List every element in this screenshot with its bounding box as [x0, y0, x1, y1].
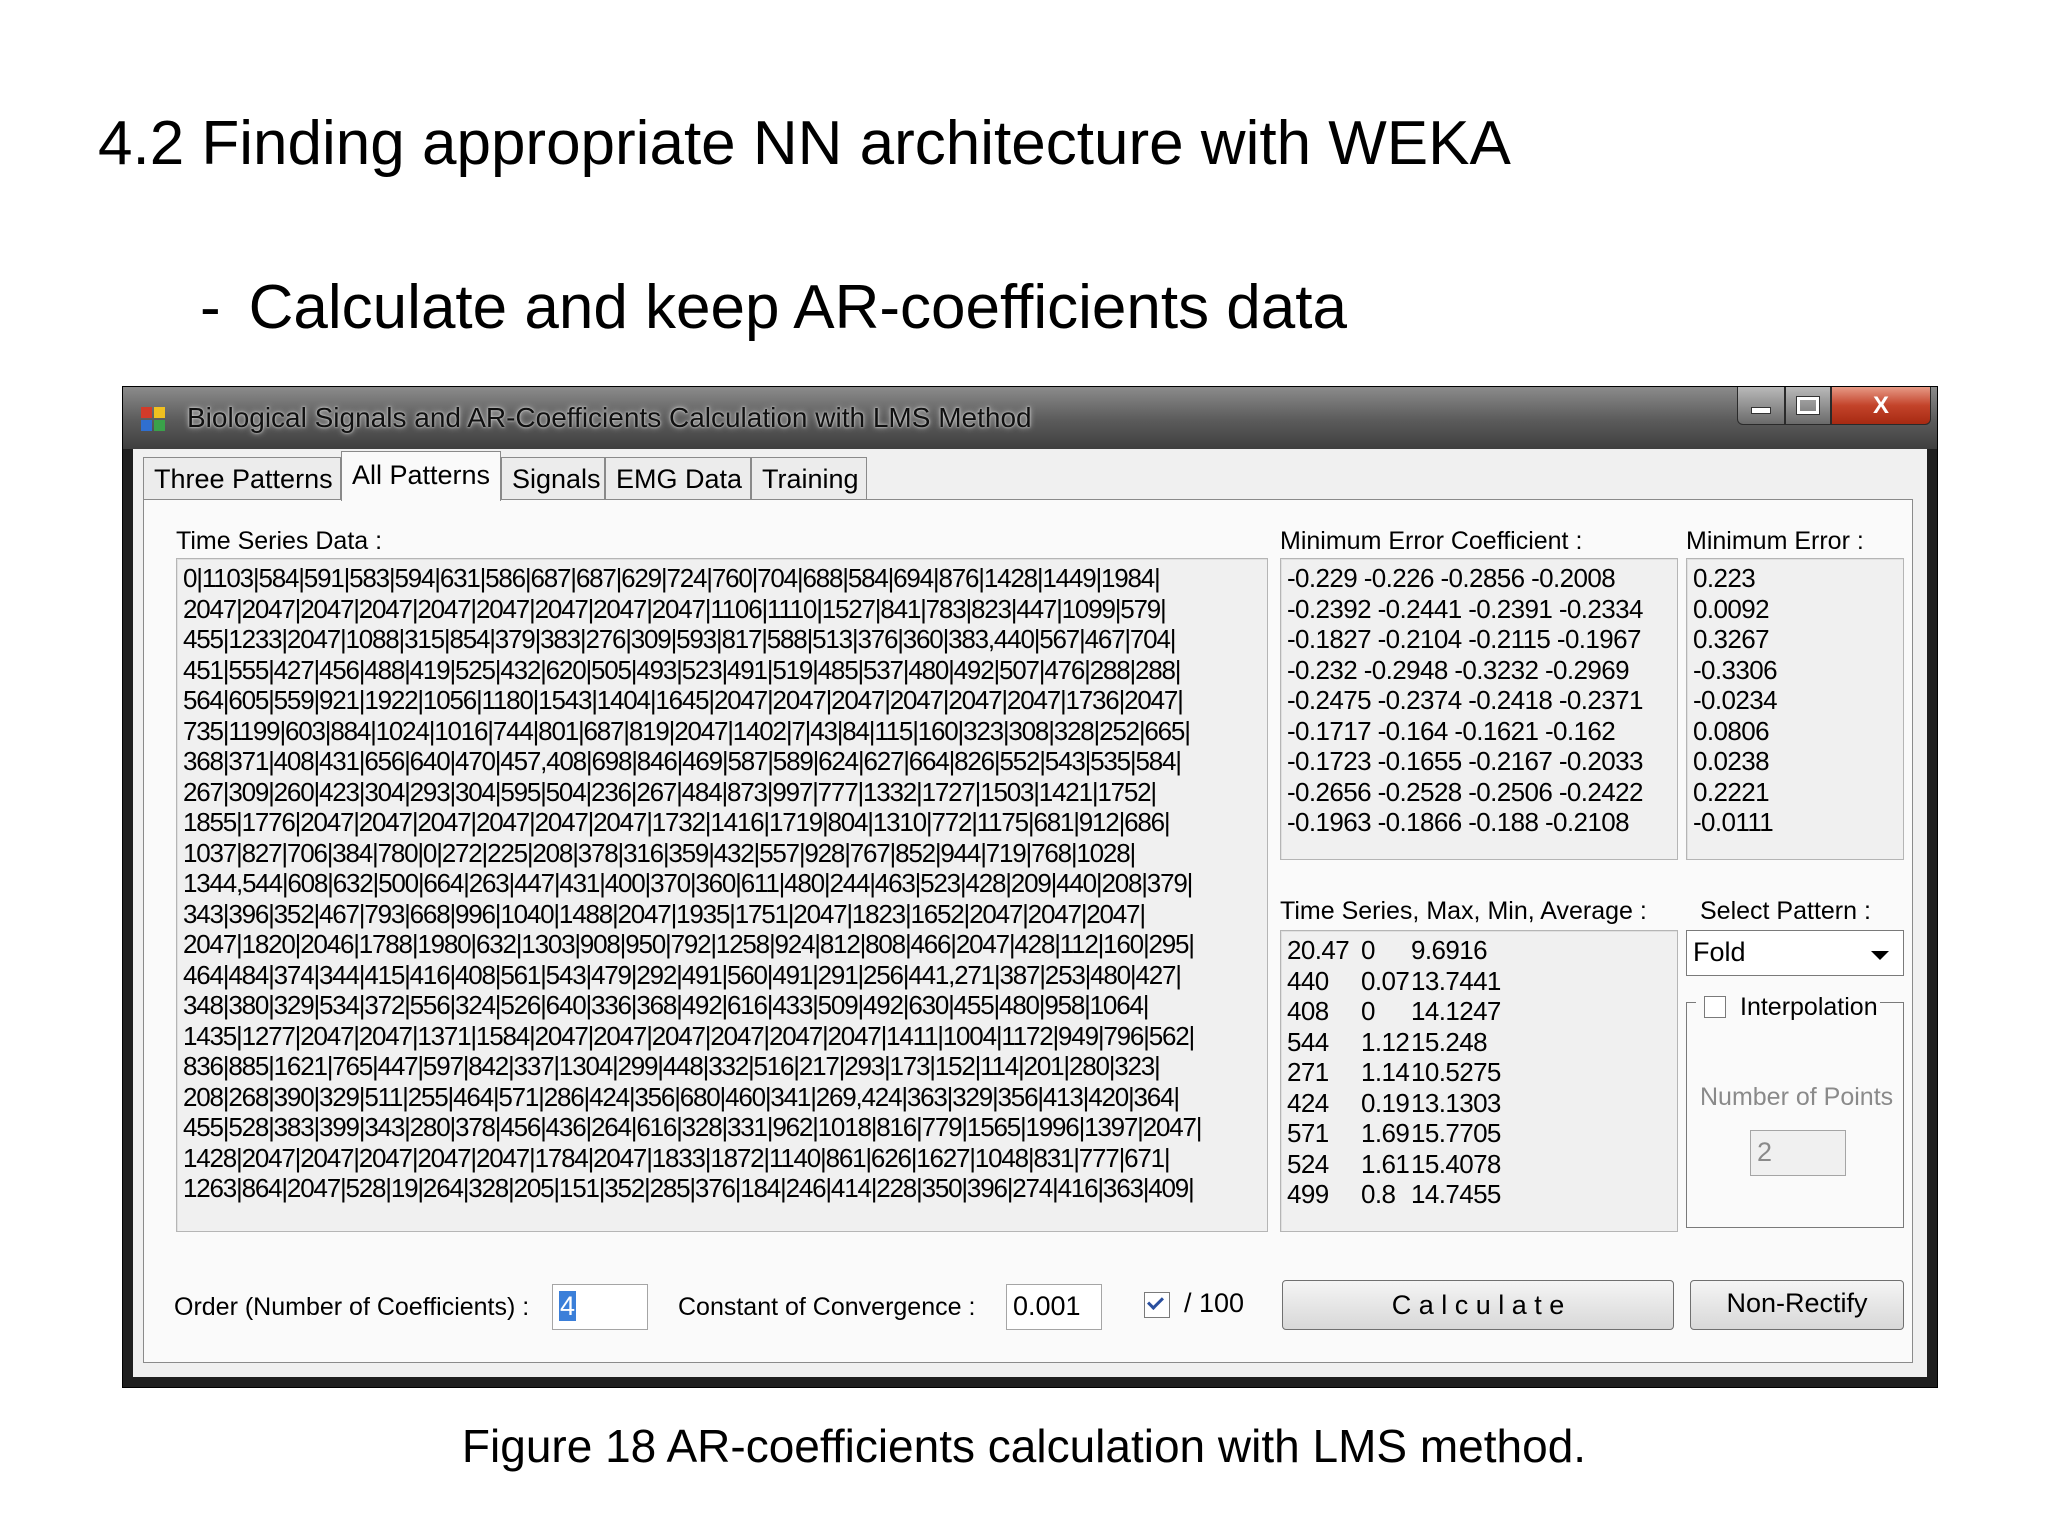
coefficient-line: -0.232 -0.2948 -0.3232 -0.2969	[1287, 654, 1629, 685]
stats-min: 0.8	[1361, 1179, 1396, 1209]
interpolation-group	[1686, 1002, 1904, 1228]
stats-row	[1287, 935, 1671, 966]
time-series-line: 735|1199|603|884|1024|1016|744|801|687|819|2047|1402|7|43|84|115|160|323|308|328|252|665|	[183, 715, 1190, 746]
minimize-button[interactable]	[1737, 387, 1785, 425]
app-window	[122, 386, 1938, 1388]
minimize-icon	[1751, 407, 1771, 414]
min-error-coeff-lines	[1287, 563, 1671, 838]
stats-max: 424	[1287, 1087, 1329, 1118]
time-series-line: 1037|827|706|384|780|0|272|225|208|378|316|359|432|557|928|767|852|944|719|768|1028|	[183, 837, 1136, 868]
number-of-points-label: Number of Points	[1700, 1083, 1894, 1111]
stats-average: 15.248	[1411, 1026, 1487, 1057]
stats-min: 1.61	[1361, 1148, 1410, 1179]
pattern-select[interactable]	[1686, 930, 1904, 976]
time-series-line: 1428|2047|2047|2047|2047|2047|1784|2047|1833|1872|1140|861|626|1627|1048|831|777|671|	[183, 1142, 1170, 1173]
stats-average: 14.1247	[1411, 996, 1501, 1026]
interpolation-label: Interpolation	[1740, 993, 1878, 1021]
window-controls	[1737, 387, 1931, 427]
coefficient-line: -0.2475 -0.2374 -0.2418 -0.2371	[1287, 685, 1643, 715]
min-error-label: Minimum Error :	[1686, 527, 1864, 555]
time-series-line: 2047|1820|2046|1788|1980|632|1303|908|950|792|1258|924|812|808|466|2047|428|112|160|295|	[183, 929, 1194, 959]
time-series-line: 464|484|374|344|415|416|408|561|543|479|292|491|560|491|291|256|441,271|387|253|480|427|	[183, 959, 1181, 990]
coefficient-line: -0.1963 -0.1866 -0.188 -0.2108	[1287, 807, 1629, 837]
window-client-area	[133, 449, 1927, 1377]
stats-average: 13.1303	[1411, 1087, 1501, 1118]
time-series-line: 267|309|260|423|304|293|304|595|504|236|267|484|873|997|777|1332|1727|1503|1421|1752|	[183, 776, 1156, 807]
app-icon	[141, 407, 167, 433]
window-title: Biological Signals and AR-Coefficients Calculation with LMS Method	[187, 402, 1032, 433]
stats-row	[1287, 996, 1671, 1027]
time-series-textbox[interactable]	[176, 558, 1268, 1232]
tab-all-patterns[interactable]: All Patterns	[341, 451, 501, 501]
convergence-label: Constant of Convergence :	[678, 1293, 976, 1321]
time-series-lines	[183, 563, 1261, 1204]
stats-label: Time Series, Max, Min, Average :	[1280, 897, 1647, 925]
tab-signals[interactable]: Signals	[501, 457, 605, 499]
stats-lines	[1287, 935, 1671, 1210]
stats-max: 544	[1287, 1026, 1329, 1057]
stats-average: 13.7441	[1411, 965, 1501, 996]
stats-max: 524	[1287, 1148, 1329, 1179]
time-series-line: 564|605|559|921|1922|1056|1180|1543|1404|1645|2047|2047|2047|2047|2047|2047|1736|2047|	[183, 685, 1183, 715]
slide-title: 4.2 Finding appropriate NN architecture with WEKA	[98, 109, 1511, 178]
bullet-text: Calculate and keep AR-coefficients data	[248, 273, 1347, 342]
coefficient-line: -0.2656 -0.2528 -0.2506 -0.2422	[1287, 776, 1643, 807]
time-series-label: Time Series Data :	[176, 527, 383, 555]
min-error-coeff-label: Minimum Error Coefficient :	[1280, 527, 1583, 555]
time-series-line: 455|1233|2047|1088|315|854|379|383|276|309|593|817|588|513|376|360|383,440|567|467|704|	[183, 624, 1176, 654]
time-series-line: 208|268|390|329|511|255|464|571|286|424|356|680|460|341|269,424|363|329|356|413|420|364|	[183, 1081, 1179, 1112]
stats-max: 571	[1287, 1118, 1329, 1148]
pattern-select-value: Fold	[1693, 937, 1746, 967]
figure-caption: Figure 18 AR-coefficients calculation with LMS method.	[461, 1420, 1587, 1472]
interpolation-checkbox[interactable]	[1704, 996, 1726, 1018]
min-error-coeff-textbox[interactable]	[1280, 558, 1678, 860]
time-series-line: 368|371|408|431|656|640|470|457,408|698|846|469|587|589|624|627|664|826|552|543|535|584|	[183, 746, 1181, 776]
time-series-line: 348|380|329|534|372|556|324|526|640|336|368|492|616|433|509|492|630|455|480|958|1064|	[183, 990, 1149, 1020]
min-error-value: -0.0234	[1693, 685, 1777, 715]
stats-row	[1287, 966, 1671, 997]
stats-min: 1.12	[1361, 1026, 1410, 1057]
order-value: 4	[560, 1291, 576, 1321]
stats-row	[1287, 1057, 1671, 1088]
stats-min: 0.19	[1361, 1087, 1410, 1118]
stats-row	[1287, 1027, 1671, 1058]
order-input[interactable]	[552, 1284, 648, 1330]
close-button[interactable]	[1831, 387, 1931, 425]
stats-average: 14.7455	[1411, 1179, 1501, 1209]
slide-bullet	[200, 268, 1347, 348]
select-pattern-label: Select Pattern :	[1700, 897, 1871, 925]
stats-row	[1287, 1118, 1671, 1149]
min-error-value: 0.2221	[1693, 776, 1769, 807]
stats-max: 271	[1287, 1057, 1329, 1087]
bullet-dash: -	[200, 273, 221, 342]
min-error-value: 0.0806	[1693, 715, 1769, 746]
close-icon: X	[1872, 391, 1889, 419]
stats-average: 15.7705	[1411, 1118, 1501, 1148]
divide-by-100-label: / 100	[1184, 1288, 1245, 1318]
min-error-value: 0.0238	[1693, 746, 1769, 776]
time-series-line: 1855|1776|2047|2047|2047|2047|2047|2047|1732|1416|1719|804|1310|772|1175|681|912|686|	[183, 807, 1170, 837]
min-error-value: -0.3306	[1693, 654, 1777, 685]
coefficient-line: -0.229 -0.226 -0.2856 -0.2008	[1287, 563, 1616, 593]
min-error-value: 0.223	[1693, 563, 1756, 593]
stats-textbox[interactable]	[1280, 930, 1678, 1232]
time-series-line: 1263|864|2047|528|19|264|328|205|151|352|285|376|184|246|414|228|350|396|274|416|363|409|	[183, 1173, 1194, 1203]
time-series-line: 836|885|1621|765|447|597|842|337|1304|299|448|332|516|217|293|173|152|114|201|280|323|	[183, 1051, 1160, 1081]
stats-max: 408	[1287, 996, 1329, 1026]
coefficient-line: -0.2392 -0.2441 -0.2391 -0.2334	[1287, 593, 1643, 624]
stats-min: 0	[1361, 996, 1375, 1026]
time-series-line: 451|555|427|456|488|419|525|432|620|505|493|523|491|519|485|537|480|492|507|476|288|288|	[183, 654, 1181, 685]
min-error-textbox[interactable]	[1686, 558, 1904, 860]
order-label: Order (Number of Coefficients) :	[174, 1293, 530, 1321]
non-rectify-button[interactable]: Non-Rectify	[1690, 1280, 1904, 1330]
min-error-value: 0.0092	[1693, 593, 1769, 624]
stats-max: 20.47	[1287, 935, 1350, 965]
coefficient-line: -0.1827 -0.2104 -0.2115 -0.1967	[1287, 624, 1641, 654]
window-titlebar[interactable]	[123, 387, 1937, 449]
tab-emg-data[interactable]: EMG Data	[605, 457, 751, 499]
stats-row	[1287, 1149, 1671, 1180]
stats-average: 9.6916	[1411, 935, 1487, 965]
stats-row	[1287, 1088, 1671, 1119]
chevron-down-icon	[1871, 951, 1889, 960]
time-series-line: 455|528|383|399|343|280|378|456|436|264|616|328|331|962|1018|816|779|1565|1996|1397|2047|	[183, 1112, 1202, 1142]
stats-row	[1287, 1179, 1671, 1210]
maximize-button[interactable]	[1785, 387, 1831, 425]
interpolation-legend	[1696, 992, 1880, 1024]
stats-min: 0.07	[1361, 965, 1410, 996]
tab-three-patterns[interactable]: Three Patterns	[143, 457, 341, 499]
min-error-lines	[1693, 563, 1897, 838]
coefficient-line: -0.1717 -0.164 -0.1621 -0.162	[1287, 715, 1616, 746]
time-series-line: 1435|1277|2047|2047|1371|1584|2047|2047|2047|2047|2047|2047|1411|1004|1172|949|796|562|	[183, 1020, 1195, 1051]
number-of-points-input[interactable]: 2	[1750, 1130, 1846, 1176]
tab-training[interactable]: Training	[751, 457, 867, 499]
time-series-line: 343|396|352|467|793|668|996|1040|1488|2047|1935|1751|2047|1823|1652|2047|2047|2047|	[183, 898, 1145, 929]
divide-by-100-checkbox[interactable]	[1144, 1292, 1170, 1318]
time-series-line: 1344,544|608|632|500|664|263|447|431|400|370|360|611|480|244|463|523|428|209|440|208|379|	[183, 868, 1193, 898]
coefficient-line: -0.1723 -0.1655 -0.2167 -0.2033	[1287, 746, 1643, 776]
min-error-value: -0.0111	[1693, 807, 1774, 837]
tab-panel-all-patterns	[143, 499, 1913, 1363]
stats-average: 10.5275	[1411, 1057, 1501, 1087]
convergence-input[interactable]: 0.001	[1006, 1284, 1102, 1330]
stats-min: 1.69	[1361, 1118, 1410, 1148]
min-error-value: 0.3267	[1693, 624, 1769, 654]
calculate-button[interactable]: C a l c u l a t e	[1282, 1280, 1674, 1330]
stats-min: 1.14	[1361, 1057, 1410, 1087]
stats-average: 15.4078	[1411, 1148, 1501, 1179]
time-series-line: 0|1103|584|591|583|594|631|586|687|687|629|724|760|704|688|584|694|876|1428|1449|1984|	[183, 563, 1160, 593]
stats-min: 0	[1361, 935, 1375, 965]
stats-max: 499	[1287, 1179, 1329, 1209]
maximize-icon	[1797, 397, 1819, 414]
time-series-line: 2047|2047|2047|2047|2047|2047|2047|2047|2047|1106|1110|1527|841|783|823|447|1099|579|	[183, 593, 1166, 624]
stats-max: 440	[1287, 965, 1329, 996]
